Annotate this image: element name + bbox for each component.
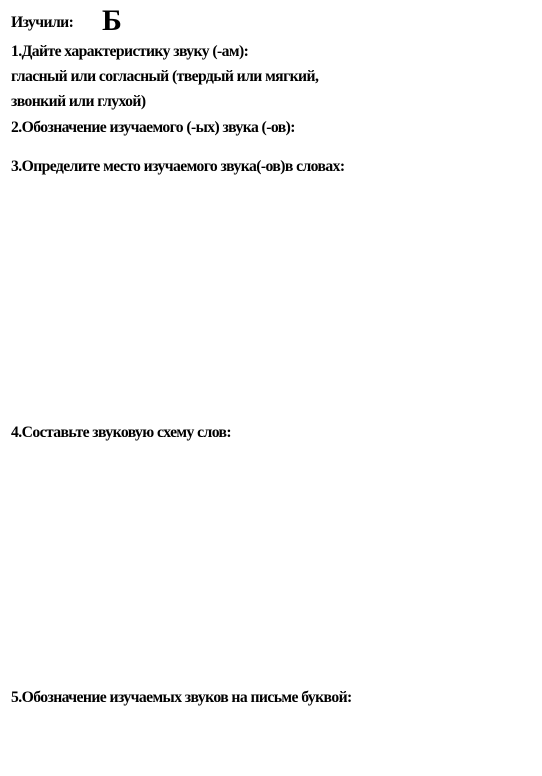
question-2: 2.Обозначение изучаемого (-ых) звука (-ов): — [11, 119, 295, 136]
question-1-title: 1.Дайте характеристику звуку (-ам): — [11, 43, 249, 60]
studied-letter: Б — [102, 4, 122, 37]
question-5: 5.Обозначение изучаемых звуков на письме буквой: — [11, 689, 352, 706]
studied-label: Изучили: — [11, 14, 74, 31]
question-4: 4.Составьте звуковую схему слов: — [11, 424, 232, 441]
question-1-options-line-2: звонкий или глухой) — [11, 93, 146, 110]
question-3: 3.Определите место изучаемого звука(-ов)в словах: — [11, 158, 345, 175]
question-1-options-line-1: гласный или согласный (твердый или мягкий, — [11, 68, 319, 85]
